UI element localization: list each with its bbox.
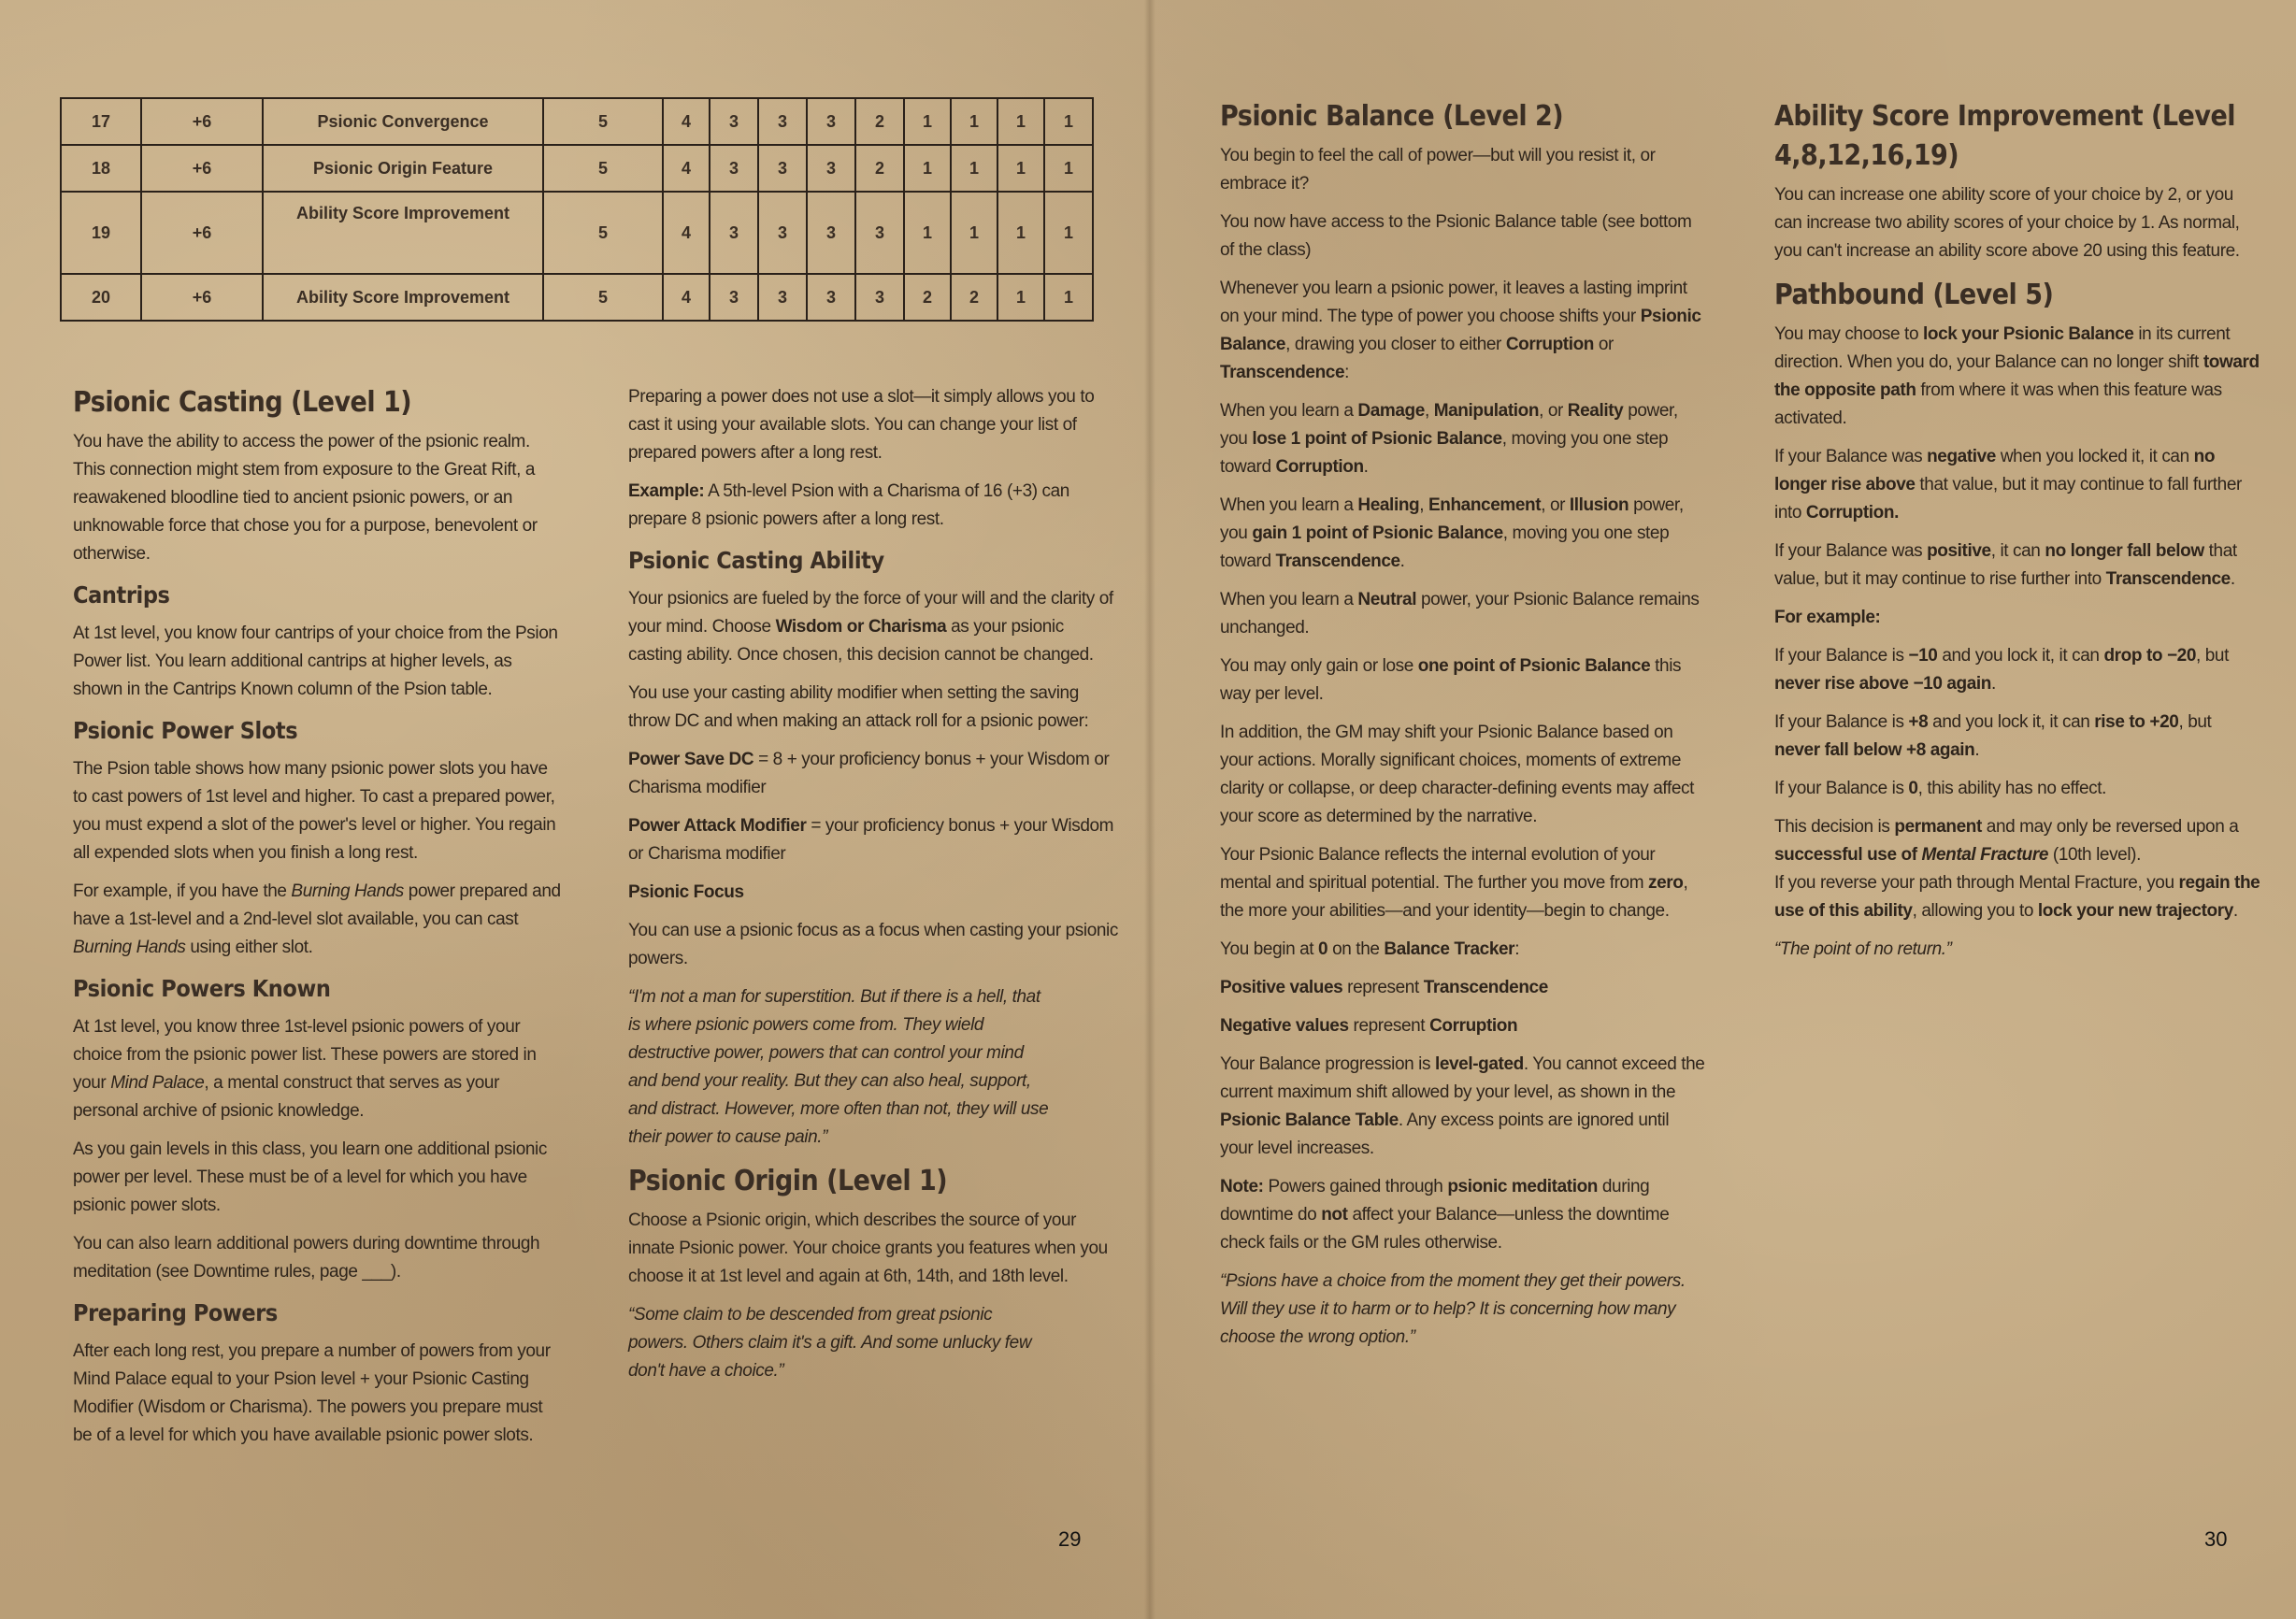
paragraph: Note: Powers gained through psionic meditation during downtime do not affect your Balance—unless the downtime check fails or the GM rules otherwise. <box>1220 1177 1670 1253</box>
paragraph: You may only gain or lose one point of Psionic Balance this way per level. <box>1220 656 1682 704</box>
paragraph: You begin to feel the call of power—but will you resist it, or embrace it? <box>1220 146 1656 193</box>
table-cell-cantrips: 5 <box>543 192 663 274</box>
table-cell-slot: 4 <box>663 98 710 145</box>
table-cell-slot: 2 <box>904 274 951 321</box>
table-cell-slot: 3 <box>855 192 904 274</box>
table-cell-slot: 1 <box>1044 98 1093 145</box>
table-cell-slot: 3 <box>710 145 758 192</box>
paragraph: This decision is permanent and may only be reversed upon a successful use of Mental Fracture (10th level). <box>1774 817 2239 865</box>
table-cell-slot: 3 <box>807 274 855 321</box>
paragraph: When you learn a Damage, Manipulation, or Reality power, you lose 1 point of Psionic Balance, moving you one step toward Corruption. <box>1220 401 1678 477</box>
column-1 <box>73 383 564 1460</box>
heading-preparing-powers: Preparing Powers <box>73 1299 278 1326</box>
table-cell-slot: 4 <box>663 274 710 321</box>
table-cell-slot: 3 <box>807 98 855 145</box>
table-cell-slot: 3 <box>710 98 758 145</box>
table-cell-slot: 2 <box>855 145 904 192</box>
quote: “Some claim to be descended from great psionic powers. Others claim it's a gift. And some unlucky few don't have a choice.” <box>628 1305 1032 1381</box>
table-cell-prof: +6 <box>141 192 263 274</box>
table-cell-slot: 1 <box>997 145 1044 192</box>
paragraph: Choose a Psionic origin, which describes the source of your innate Psionic power. Your choice grants you features when you choose it at 1st level and again at 6th, 14th, and 18th level. <box>628 1211 1108 1286</box>
quote: “The point of no return.” <box>1774 939 1952 959</box>
table-cell-cantrips: 5 <box>543 274 663 321</box>
paragraph: Whenever you learn a psionic power, it leaves a lasting imprint on your mind. The type of power you choose shifts your Psionic Balance, drawing you closer to either Corruption or Transcendence: <box>1220 279 1701 382</box>
table-cell-slot: 3 <box>758 192 807 274</box>
table-cell-feature: Psionic Origin Feature <box>263 145 543 192</box>
quote: “I'm not a man for superstition. But if there is a hell, that is where psionic powers come from. They wield destructive power, powers that can control your mind and bend your reality. But they can also heal, support, and distract. However, more often than not, they will use their power to cause pain.” <box>628 987 1049 1147</box>
paragraph: When you learn a Neutral power, your Psionic Balance remains unchanged. <box>1220 590 1700 638</box>
paragraph: Negative values represent Corruption <box>1220 1016 1518 1036</box>
table-row <box>61 192 1093 274</box>
table-cell-slot: 1 <box>1044 145 1093 192</box>
table-cell-slot: 2 <box>951 274 997 321</box>
paragraph: When you learn a Healing, Enhancement, or Illusion power, you gain 1 point of Psionic Balance, moving you one step toward Transcendence. <box>1220 495 1684 571</box>
table-cell-slot: 3 <box>758 145 807 192</box>
table-cell-feature: Ability Score Improvement <box>263 274 543 321</box>
paragraph: Your Balance progression is level-gated. You cannot exceed the current maximum shift allowed by your level, as shown in the Psionic Balance Table. Any excess points are ignored until your level increases. <box>1220 1054 1705 1158</box>
table-cell-slot: 1 <box>997 274 1044 321</box>
paragraph: For example, if you have the Burning Hands power prepared and have a 1st-level and a 2nd-level slot available, you can cast Burning Hands using either slot. <box>73 881 561 957</box>
table-row <box>61 274 1093 321</box>
page-number-right: 30 <box>2204 1527 2228 1551</box>
paragraph: You can also learn additional powers during downtime through meditation (see Downtime rules, page ___). <box>73 1234 540 1282</box>
heading-cantrips: Cantrips <box>73 581 170 609</box>
paragraph: Your psionics are fueled by the force of your will and the clarity of your mind. Choose Wisdom or Charisma as your psionic casting ability. Once chosen, this decision cannot be changed. <box>628 589 1113 665</box>
table-cell-prof: +6 <box>141 274 263 321</box>
paragraph: You begin at 0 on the Balance Tracker: <box>1220 939 1520 959</box>
paragraph: If your Balance is +8 and you lock it, it can rise to +20, but never fall below +8 again. <box>1774 712 2212 760</box>
paragraph: You have the ability to access the power of the psionic realm. This connection might stem from exposure to the Great Rift, a reawakened bloodline tied to ancient psionic powers, or an unknowable force that chose you for a purpose, benevolent or otherwise. <box>73 432 538 564</box>
table-cell-level: 19 <box>61 192 141 274</box>
heading-pathbound: Pathbound (Level 5) <box>1774 279 2054 311</box>
table-cell-slot: 3 <box>758 98 807 145</box>
paragraph: If your Balance was negative when you locked it, it can no longer rise above that value, but it may continue to fall further into Corruption. <box>1774 447 2242 523</box>
table-cell-slot: 1 <box>1044 192 1093 274</box>
heading-psionic-casting: Psionic Casting (Level 1) <box>73 386 412 419</box>
paragraph: The Psion table shows how many psionic power slots you have to cast powers of 1st level and higher. To cast a prepared power, you must expend a slot of the power's level or higher. You regain all expended slots when you finish a long rest. <box>73 759 556 863</box>
heading-for-example: For example: <box>1774 608 1881 627</box>
heading-psionic-focus: Psionic Focus <box>628 882 744 902</box>
paragraph: Preparing a power does not use a slot—it simply allows you to cast it using your available slots. You can change your list of prepared powers after a long rest. <box>628 387 1095 463</box>
paragraph: In addition, the GM may shift your Psionic Balance based on your actions. Morally significant choices, moments of extreme clarity or collapse, or deep character-defining events may affect your score as determined by the narrative. <box>1220 723 1694 826</box>
paragraph: Example: A 5th-level Psion with a Charisma of 16 (+3) can prepare 8 psionic powers after a long rest. <box>628 481 1069 529</box>
table-cell-slot: 1 <box>997 98 1044 145</box>
table-cell-slot: 3 <box>710 274 758 321</box>
table-row <box>61 98 1093 145</box>
table-cell-slot: 1 <box>997 192 1044 274</box>
paragraph: If your Balance is −10 and you lock it, it can drop to −20, but never rise above −10 again. <box>1774 646 2229 694</box>
column-3 <box>1220 97 1706 1362</box>
table-cell-prof: +6 <box>141 98 263 145</box>
heading-powers-known: Psionic Powers Known <box>73 975 331 1002</box>
column-2 <box>628 383 1119 1396</box>
paragraph: If your Balance is 0, this ability has no effect. <box>1774 779 2106 798</box>
table-row <box>61 145 1093 192</box>
table-cell-slot: 4 <box>663 145 710 192</box>
heading-psionic-origin: Psionic Origin (Level 1) <box>628 1165 948 1197</box>
table-cell-slot: 3 <box>758 274 807 321</box>
paragraph: Power Attack Modifier = your proficiency bonus + your Wisdom or Charisma modifier <box>628 816 1114 864</box>
table-cell-slot: 1 <box>1044 274 1093 321</box>
paragraph: Power Save DC = 8 + your proficiency bonus + your Wisdom or Charisma modifier <box>628 750 1110 797</box>
table-cell-slot: 3 <box>807 192 855 274</box>
table-cell-slot: 1 <box>904 98 951 145</box>
paragraph: If you reverse your path through Mental Fracture, you regain the use of this ability, allowing you to lock your new trajectory. <box>1774 873 2260 921</box>
paragraph: After each long rest, you prepare a number of powers from your Mind Palace equal to your Psion level + your Psionic Casting Modifier (Wisdom or Charisma). The powers you prepare must be of a level for which you have available psionic power slots. <box>73 1341 551 1445</box>
paragraph: You can increase one ability score of your choice by 2, or you can increase two ability scores of your choice by 1. As normal, you can't increase an ability score above 20 using this feature. <box>1774 185 2240 261</box>
table-cell-slot: 3 <box>807 145 855 192</box>
paragraph: If your Balance was positive, it can no longer fall below that value, but it may continue to rise further into Transcendence. <box>1774 541 2237 589</box>
paragraph: At 1st level, you know three 1st-level psionic powers of your choice from the psionic power list. These powers are stored in your Mind Palace, a mental construct that serves as your personal archive of psionic knowledge. <box>73 1017 537 1121</box>
table-cell-level: 17 <box>61 98 141 145</box>
table-cell-level: 18 <box>61 145 141 192</box>
page-number-left: 29 <box>1058 1527 1082 1551</box>
table-cell-slot: 1 <box>951 98 997 145</box>
paragraph: Positive values represent Transcendence <box>1220 978 1548 997</box>
table-cell-slot: 3 <box>710 192 758 274</box>
column-4 <box>1774 97 2260 974</box>
heading-psionic-balance: Psionic Balance (Level 2) <box>1220 100 1564 133</box>
table-cell-slot: 1 <box>951 192 997 274</box>
paragraph: You can use a psionic focus as a focus when casting your psionic powers. <box>628 921 1118 968</box>
paragraph: At 1st level, you know four cantrips of your choice from the Psion Power list. You learn additional cantrips at higher levels, as shown in the Cantrips Known column of the Psion table. <box>73 623 558 699</box>
table-cell-slot: 1 <box>904 145 951 192</box>
table-cell-prof: +6 <box>141 145 263 192</box>
table-cell-feature: Ability Score Improvement <box>263 192 543 274</box>
table-cell-cantrips: 5 <box>543 145 663 192</box>
table-cell-cantrips: 5 <box>543 98 663 145</box>
table-cell-feature: Psionic Convergence <box>263 98 543 145</box>
table-cell-slot: 2 <box>855 98 904 145</box>
table-cell-slot: 1 <box>904 192 951 274</box>
table-cell-slot: 1 <box>951 145 997 192</box>
table-cell-level: 20 <box>61 274 141 321</box>
psion-level-table <box>60 97 1094 322</box>
book-spine <box>1144 0 1155 1619</box>
heading-casting-ability: Psionic Casting Ability <box>628 547 884 574</box>
paragraph: As you gain levels in this class, you learn one additional psionic power per level. These must be of a level for which you have psionic power slots. <box>73 1139 547 1215</box>
table-cell-slot: 4 <box>663 192 710 274</box>
heading-ability-score-improvement: Ability Score Improvement (Level 4,8,12,16,19) <box>1774 100 2236 172</box>
paragraph: Your Psionic Balance reflects the internal evolution of your mental and spiritual potential. The further you move from zero, the more your abilities—and your identity—begin to change. <box>1220 845 1688 921</box>
heading-power-slots: Psionic Power Slots <box>73 717 298 744</box>
table-cell-slot: 3 <box>855 274 904 321</box>
quote: “Psions have a choice from the moment they get their powers. Will they use it to harm or to help? It is concerning how many choose the wrong option.” <box>1220 1271 1686 1347</box>
paragraph: You now have access to the Psionic Balance table (see bottom of the class) <box>1220 212 1692 260</box>
paragraph: You may choose to lock your Psionic Balance in its current direction. When you do, your Balance can no longer shift toward the opposite path from where it was when this feature was activated. <box>1774 324 2260 428</box>
paragraph: You use your casting ability modifier when setting the saving throw DC and when making an attack roll for a psionic power: <box>628 683 1089 731</box>
